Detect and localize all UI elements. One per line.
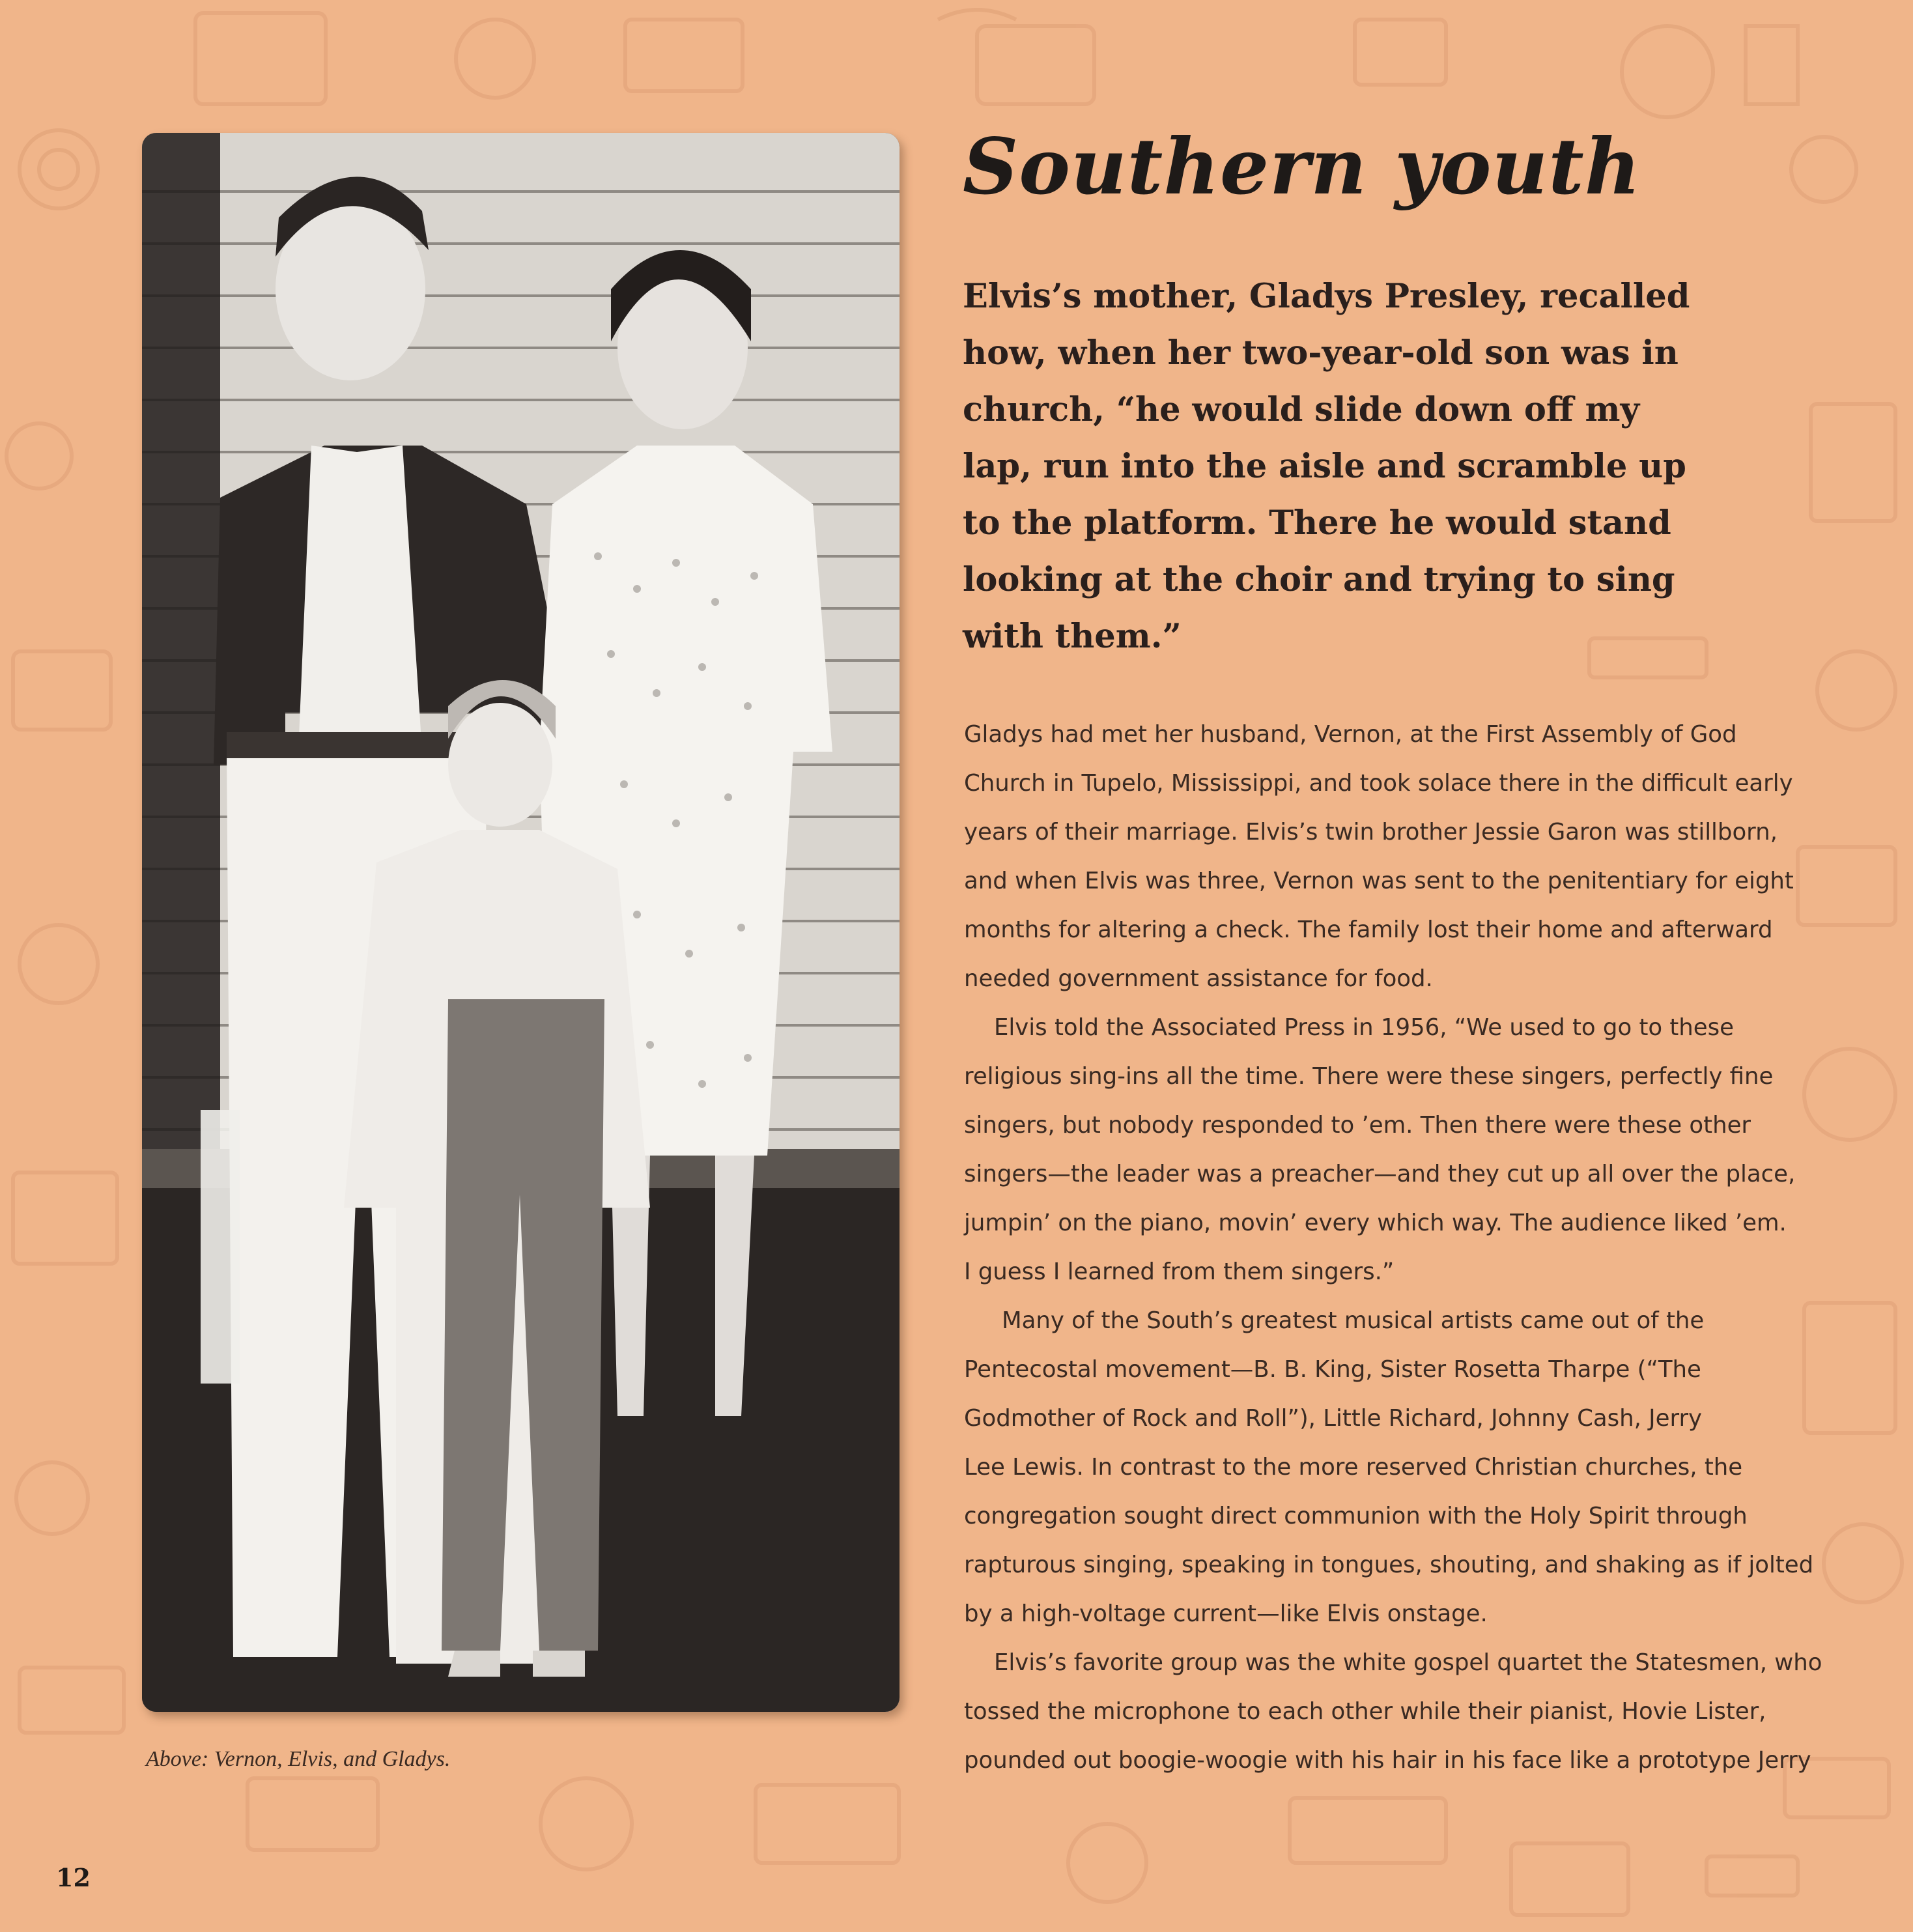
pull-quote-line: looking at the choir and trying to sing: [963, 560, 1675, 599]
body-line: tossed the microphone to each other while their pianist, Hovie Lister,: [964, 1698, 1766, 1725]
pull-quote-line: lap, run into the aisle and scramble up: [963, 447, 1686, 486]
page-number: 12: [56, 1863, 91, 1892]
pull-quote-line: church, “he would slide down off my: [963, 390, 1640, 429]
photo-caption: Above: Vernon, Elvis, and Gladys.: [146, 1747, 451, 1771]
body-line: Lee Lewis. In contrast to the more reserved Christian churches, the: [964, 1454, 1743, 1481]
body-line: Church in Tupelo, Mississippi, and took solace there in the difficult early: [964, 770, 1793, 797]
body-line: Gladys had met her husband, Vernon, at the First Assembly of God: [964, 721, 1737, 748]
body-line: rapturous singing, speaking in tongues, shouting, and shaking as if jolted: [964, 1552, 1814, 1578]
body-text: [964, 710, 1822, 1785]
page-title: Southern youth: [963, 121, 1641, 212]
body-line: jumpin’ on the piano, movin’ every which way. The audience liked ’em.: [964, 1210, 1787, 1236]
body-line: pounded out boogie-woogie with his hair in his face like a prototype Jerry: [964, 1747, 1811, 1774]
pull-quote-line: with them.”: [963, 617, 1182, 656]
body-line: Godmother of Rock and Roll”), Little Richard, Johnny Cash, Jerry: [964, 1405, 1703, 1432]
body-line: needed government assistance for food.: [964, 965, 1433, 992]
body-line: singers—the leader was a preacher—and they cut up all over the place,: [964, 1161, 1796, 1187]
pull-quote-line: Elvis’s mother, Gladys Presley, recalled: [963, 277, 1690, 316]
body-line: religious sing-ins all the time. There were these singers, perfectly fine: [964, 1063, 1774, 1090]
body-line: Pentecostal movement—B. B. King, Sister Rosetta Tharpe (“The: [964, 1356, 1701, 1383]
pull-quote: [963, 268, 1803, 665]
pull-quote-line: to the platform. There he would stand: [963, 504, 1671, 543]
body-line: Elvis told the Associated Press in 1956, “We used to go to these: [994, 1014, 1734, 1041]
body-line: and when Elvis was three, Vernon was sent to the penitentiary for eight: [964, 868, 1794, 894]
body-line: months for altering a check. The family lost their home and afterward: [964, 916, 1773, 943]
body-line: congregation sought direct communion with the Holy Spirit through: [964, 1503, 1748, 1529]
body-line: Many of the South’s greatest musical artists came out of the: [1002, 1307, 1705, 1334]
body-line: by a high-voltage current—like Elvis onstage.: [964, 1600, 1488, 1627]
pull-quote-line: how, when her two-year-old son was in: [963, 334, 1679, 373]
body-line: years of their marriage. Elvis’s twin brother Jessie Garon was stillborn,: [964, 819, 1778, 845]
body-line: singers, but nobody responded to ’em. Then there were these other: [964, 1112, 1751, 1139]
body-line: I guess I learned from them singers.”: [964, 1258, 1395, 1285]
family-photo: [142, 133, 900, 1712]
body-line: Elvis’s favorite group was the white gospel quartet the Statesmen, who: [994, 1649, 1822, 1676]
